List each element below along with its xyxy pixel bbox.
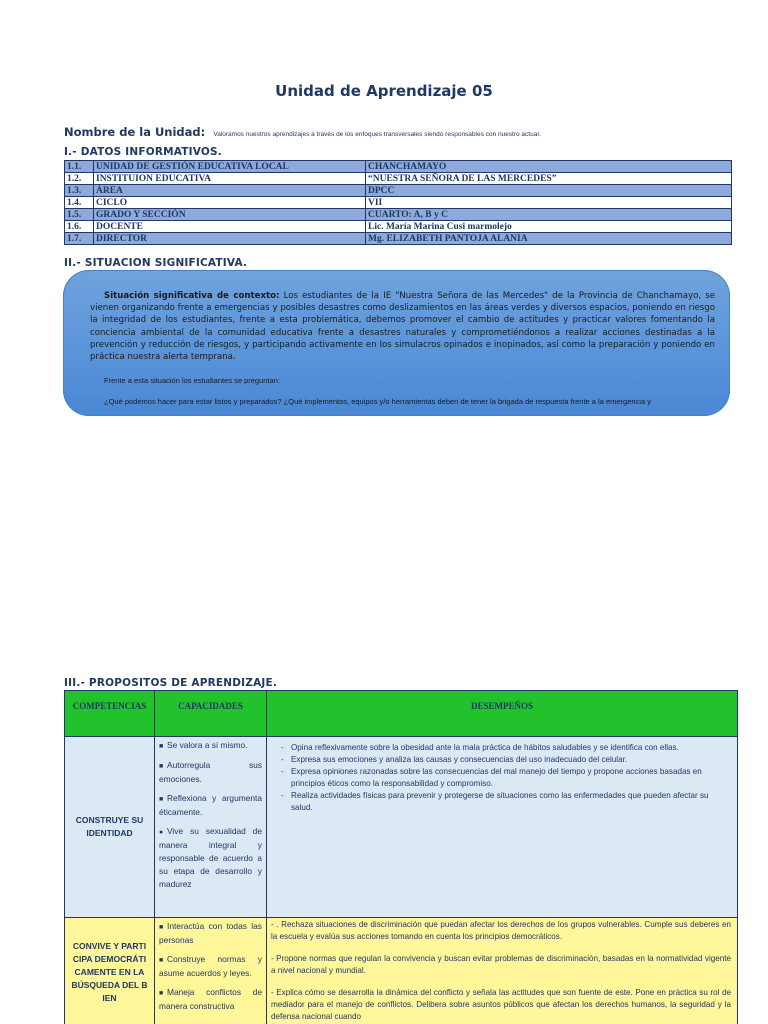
list-item: - Realiza actividades físicas para prevenir y protegerse de situaciones como las enfermedades que pueden afectar su salud. [291, 790, 731, 814]
capacidades-cell [155, 918, 267, 1024]
row-item: CICLO [94, 197, 366, 209]
row-value: CHANCHAMAYO [366, 161, 732, 173]
row-number: 1.1. [65, 161, 94, 173]
table-row [65, 737, 738, 918]
section-heading-situacion: II.- SITUACION SIGNIFICATIVA. [64, 257, 248, 269]
header-desempenos: DESEMPEÑOS [267, 691, 738, 737]
situacion-paragraph [90, 290, 715, 363]
competencia-label: CONSTRUYE SU IDENTIDAD [75, 815, 144, 838]
table-row [65, 161, 732, 173]
row-value: “NUESTRA SEÑORA DE LAS MERCEDES” [366, 173, 732, 185]
row-value: VII [366, 197, 732, 209]
propositos-table [64, 690, 738, 1024]
list-item: ● Vive su sexualidad de manera integral y responsable de acuerdo a su etapa de desarrollo y madurez [159, 826, 262, 889]
row-value: Lic. María Marina Cusi marmolejo [366, 221, 732, 233]
situacion-lead: Situación significativa de contexto: [104, 291, 280, 301]
row-item: ÁREA [94, 185, 366, 197]
list-item: ■ Autorregula sus emociones. [159, 760, 262, 784]
page-title: Unidad de Aprendizaje 05 [275, 82, 493, 100]
table-row [65, 233, 732, 245]
table-row [65, 173, 732, 185]
list-item: ■ Interactúa con todas las personas [159, 921, 262, 945]
row-item: GRADO Y SECCIÓN [94, 209, 366, 221]
question-text: ¿Qué podemos hacer para estar listos y preparados? ¿Qué implementos, equipos y/o herramientas deben de tener la brigada de respuesta frente a la emergencia y [104, 397, 651, 406]
desempenos-cell [267, 737, 738, 918]
row-number: 1.5. [65, 209, 94, 221]
row-number: 1.6. [65, 221, 94, 233]
list-item: ■ Se valora a sí mismo. [159, 740, 248, 750]
list-item: - . Rechaza situaciones de discriminación que puedan afectar los derechos de los grupos vulnerables. Cumple sus deberes en la escuela y evalúa sus acciones tomando en cuenta los principios democráticos. [271, 920, 731, 941]
table-row [65, 209, 732, 221]
datos-informativos-table [64, 160, 732, 245]
table-row [65, 185, 732, 197]
competencia-cell [65, 918, 155, 1024]
table-header-row [65, 691, 738, 737]
row-number: 1.3. [65, 185, 94, 197]
capacidades-cell [155, 737, 267, 918]
list-item: - Expresa sus emociones y analiza las causas y consecuencias del uso inadecuado del celular. [291, 754, 731, 766]
row-value: DPCC [366, 185, 732, 197]
row-item: INSTITUION EDUCATIVA [94, 173, 366, 185]
row-item: DIRECTOR [94, 233, 366, 245]
unit-name [64, 121, 744, 140]
list-item: ■ Construye normas y asume acuerdos y leyes. [159, 954, 262, 978]
row-number: 1.4. [65, 197, 94, 209]
section-heading-datos: I.- DATOS INFORMATIVOS. [64, 146, 222, 158]
row-number: 1.2. [65, 173, 94, 185]
row-value: CUARTO: A, B y C [366, 209, 732, 221]
list-item: ■ Maneja conflictos de manera constructiva [159, 987, 262, 1011]
list-item: ■ Reflexiona y argumenta éticamente. [159, 793, 262, 817]
section-heading-propositos: III.- PROPOSITOS DE APRENDIZAJE. [64, 677, 278, 689]
unit-name-value: Valoramos nuestros aprendizajes a través de los enfoques transversales siendo responsables con nuestro actuar. [213, 131, 541, 138]
situacion-significativa-box [63, 270, 730, 416]
table-row [65, 918, 738, 1024]
question-intro: Frente a esta situación los estudiantes se preguntan: [104, 376, 280, 385]
list-item: - Opina reflexivamente sobre la obesidad ante la mala práctica de hábitos saludables y se identifica con ellas. [291, 742, 731, 754]
table-row [65, 197, 732, 209]
row-number: 1.7. [65, 233, 94, 245]
list-item: - Propone normas que regulan la convivencia y buscan evitar problemas de discriminación, basadas en la normatividad vigente a nivel nacional y mundial. [271, 954, 731, 975]
unit-name-label: Nombre de la Unidad: [64, 125, 206, 139]
table-row [65, 221, 732, 233]
desempenos-cell [267, 918, 738, 1024]
row-item: DOCENTE [94, 221, 366, 233]
row-item: UNIDAD DE GESTIÓN EDUCATIVA LOCAL [94, 161, 366, 173]
competencia-label: CONVIVE Y PARTICIPA DEMOCRÁTICAMENTE EN LA BÚSQUEDA DEL BIEN [71, 941, 148, 1003]
header-capacidades: CAPACIDADES [155, 691, 267, 737]
list-item: - Explica cómo se desarrolla la dinámica del conflicto y señala las actitudes que son fuente de este. Pone en práctica su rol de mediador para el manejo de conflictos. Delibera sobre asuntos públicos que afectan los derechos humanos, la seguridad y la defensa nacional cuando [271, 988, 731, 1021]
situacion-body: Los estudiantes de la IE "Nuestra Señora de las Mercedes" de la Provincia de Chanchamayo, se vienen organizando frente a emergencias y posibles desastres como deslizamientos en las áreas verdes y diversos espacios, poniendo en riesgo la integridad de los estudiantes, frente a esta problemática, debemos promover el cambio de actitudes y practicar valores fomentando la conciencia ambiental de la comunidad educativa frente a desastres naturales y comprometiéndonos a realizar acciones destinadas a la prevención y reducción de riesgos, y participando activamente en los simulacros opinados e inopinados, así como la preparación y poniendo en práctica nuestra alerta temprana. [90, 291, 715, 363]
competencia-cell [65, 737, 155, 918]
header-competencias: COMPETENCIAS [65, 691, 155, 737]
list-item: - Expresa opiniones razonadas sobre las consecuencias del mal manejo del tiempo y propone acciones basadas en principios éticos como la responsabilidad y compromiso. [291, 766, 731, 790]
row-value: Mg. ELIZABETH PANTOJA ALANIA [366, 233, 732, 245]
